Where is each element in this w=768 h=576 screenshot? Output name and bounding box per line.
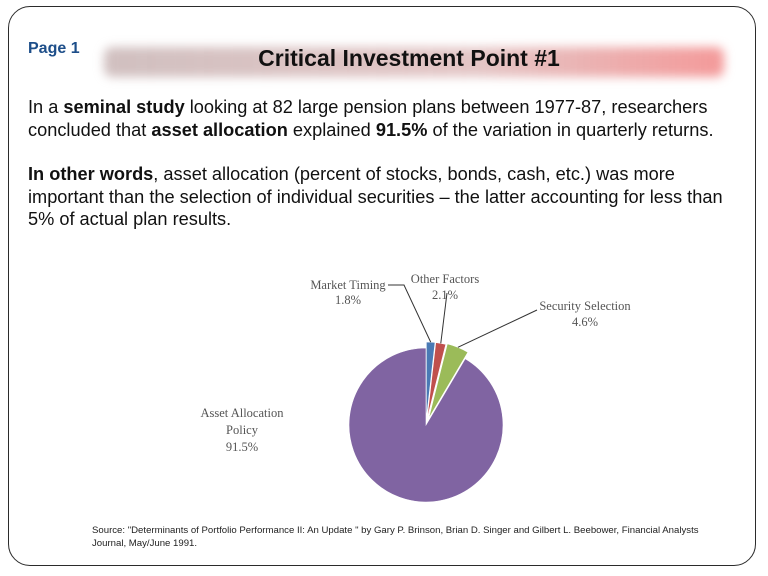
bold-text: asset allocation — [151, 119, 288, 140]
label-asset-allocation-line2: Policy — [226, 423, 258, 437]
pie-chart-area — [9, 7, 756, 566]
bold-text: seminal study — [63, 97, 185, 117]
label-market-timing: Market Timing — [310, 278, 386, 292]
bold-text: 91.5% — [375, 119, 428, 140]
value-market-timing: 1.8% — [334, 293, 362, 307]
value-security-selection: 4.6% — [571, 315, 599, 329]
leader-line-security-selection — [458, 310, 537, 347]
pie-chart — [9, 7, 756, 566]
pie-slice-asset-allocation-policy — [349, 348, 503, 502]
value-asset-allocation: 91.5% — [225, 440, 259, 454]
label-other-factors: Other Factors — [410, 272, 480, 286]
label-asset-allocation-line1: Asset Allocation — [200, 406, 284, 420]
body-text-run: In a — [28, 97, 64, 117]
body-text-run: of the variation in quarterly returns. — [427, 119, 714, 140]
body-text-run: , asset allocation (percent of stocks, bonds, cash, etc.) was more important than the selection of individual securities – the latter accounting for less than 5% of actual plan results. — [28, 164, 723, 229]
body-text-run: looking at 82 large pension plans between 1977-87, researchers concluded that — [28, 97, 708, 140]
value-other-factors: 2.1% — [431, 288, 459, 302]
page-label: Page 1 — [28, 40, 80, 57]
slide-title: Critical Investment Point #1 — [258, 45, 560, 71]
bold-text: In other words — [28, 164, 154, 184]
source-citation: Source: "Determinants of Portfolio Performance II: An Update " by Gary P. Brinson, Brian D. Singer and Gilbert L. Beebower, Financial Analysts Journal, May/June 1991. — [92, 525, 699, 549]
slide — [8, 6, 756, 566]
body-text-run: explained — [287, 119, 376, 140]
leader-line-market-timing — [388, 285, 431, 342]
label-security-selection: Security Selection — [539, 299, 631, 313]
